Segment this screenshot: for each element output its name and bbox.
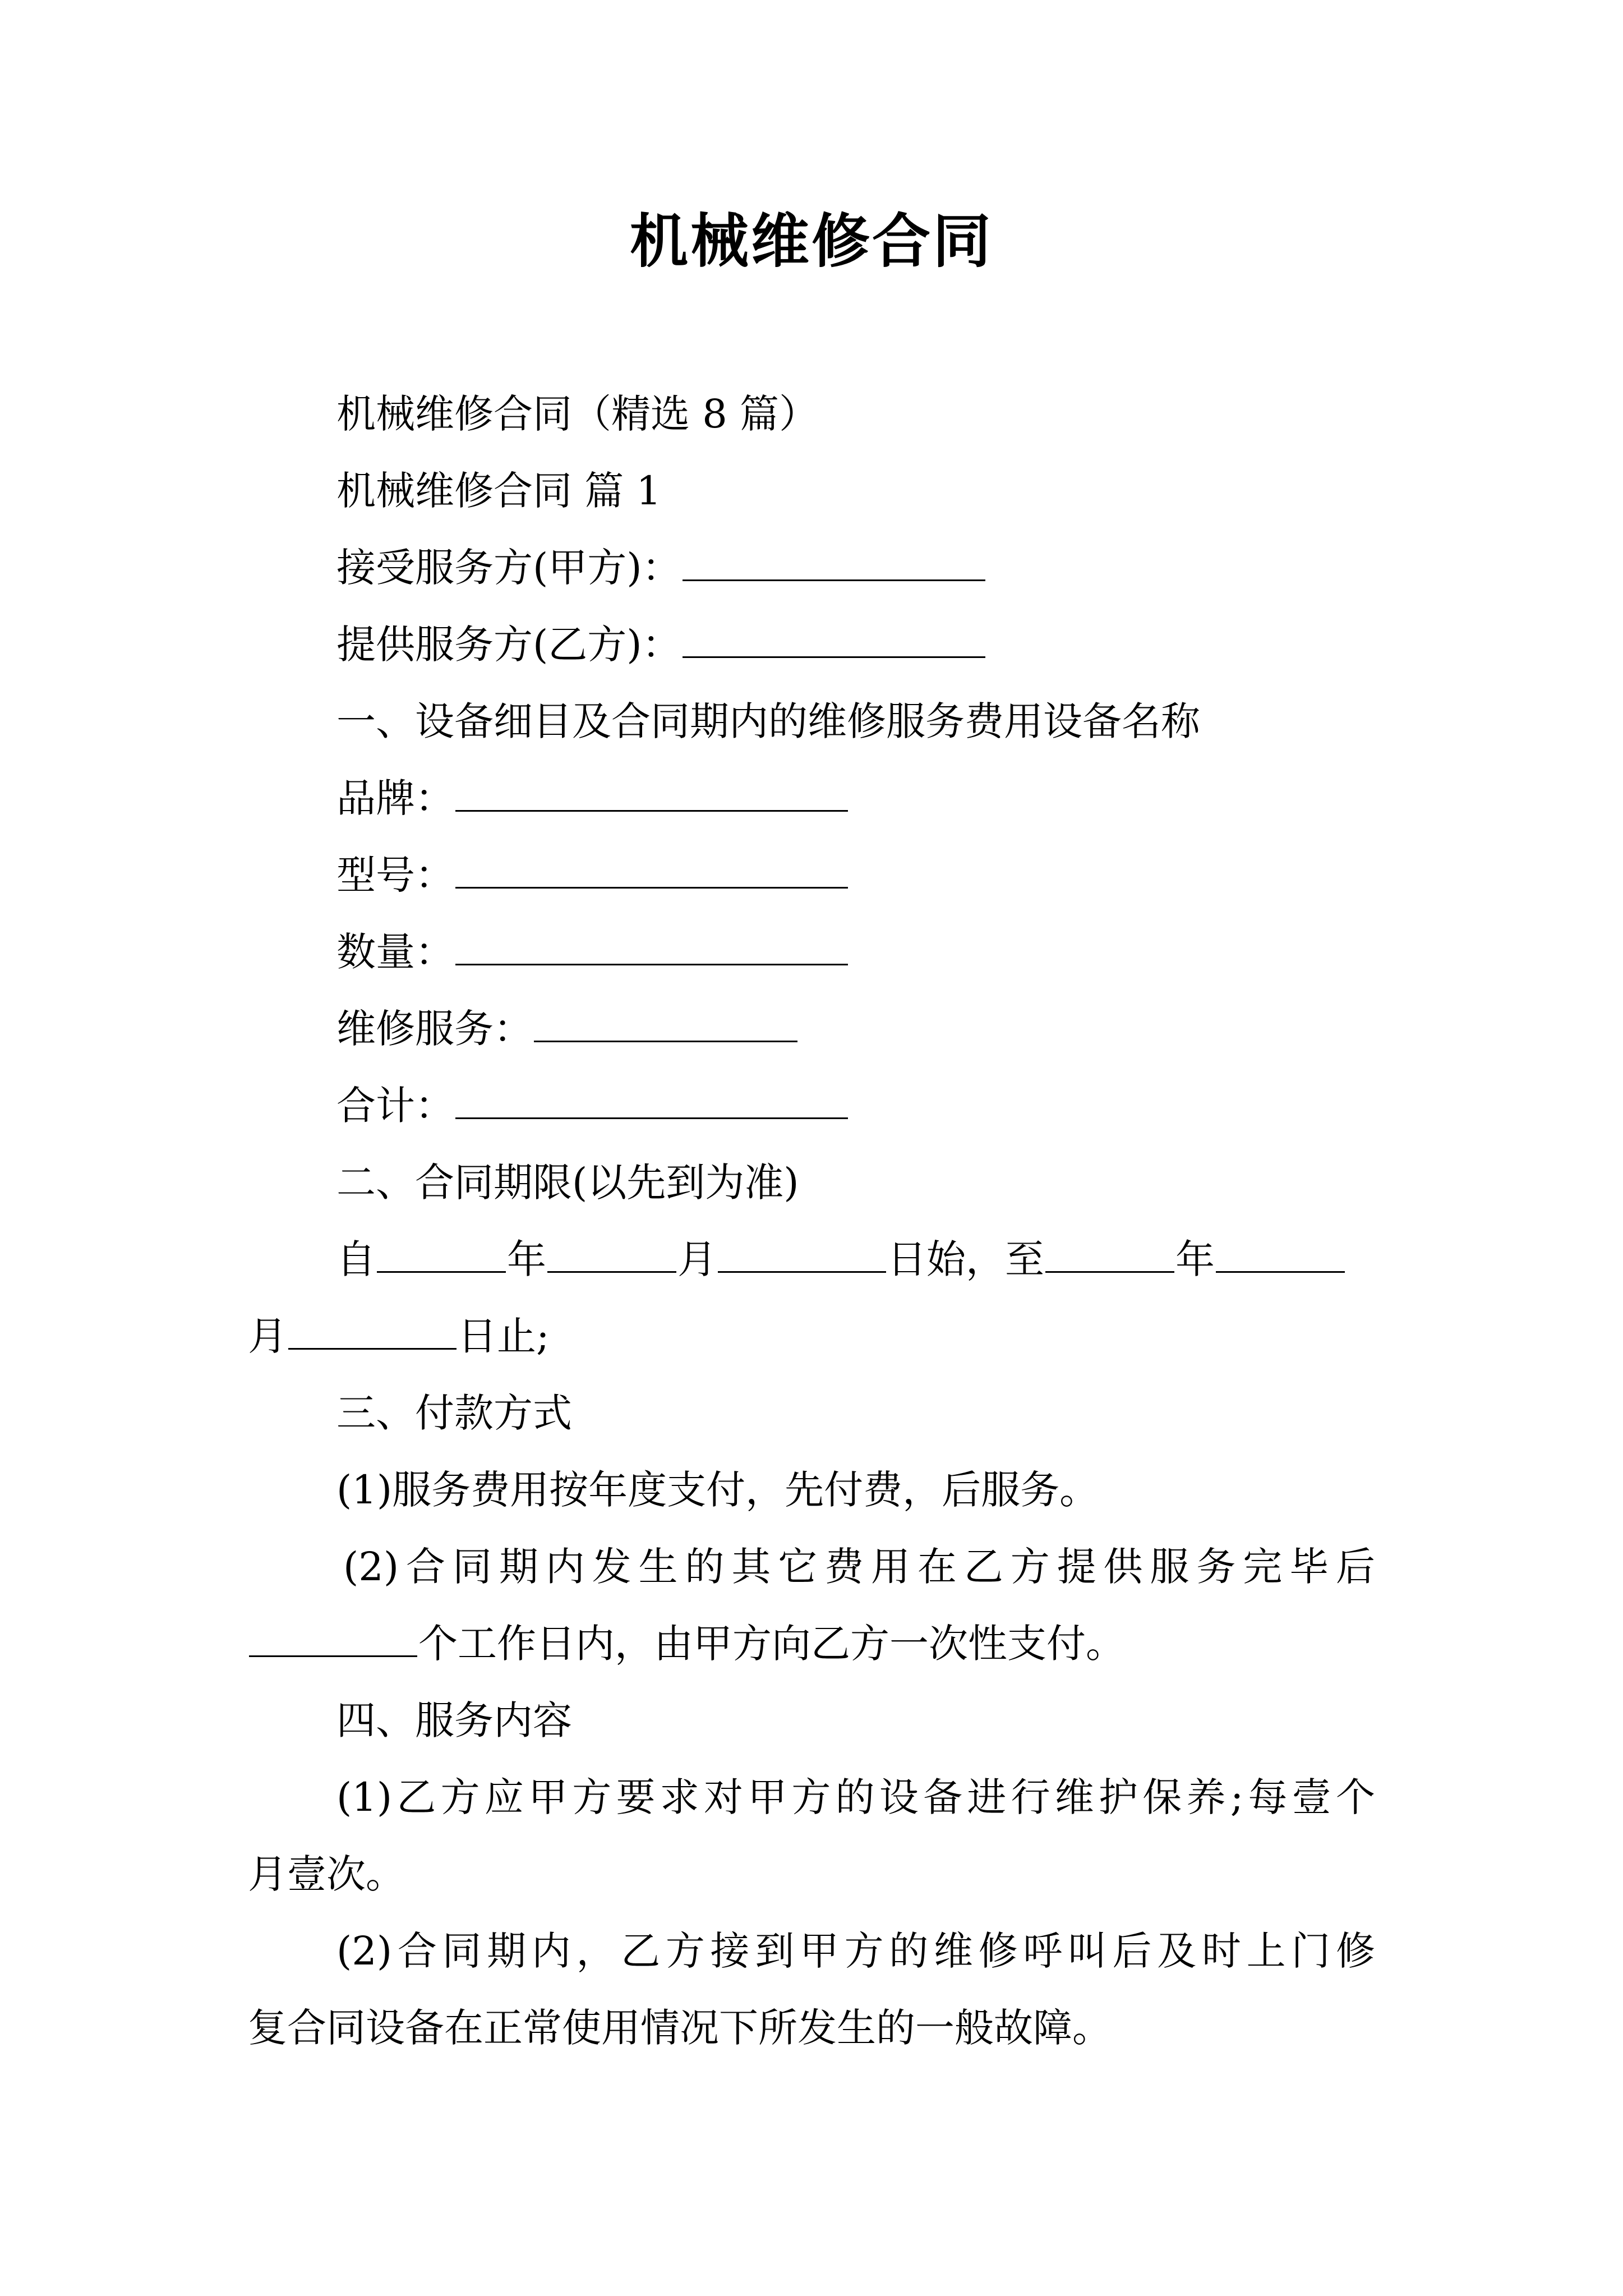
service-1-line2: 月壹次。 [248,1851,405,1897]
period-month2: 月 [248,1313,287,1359]
period-year2: 年 [1175,1236,1215,1282]
party-b-row [336,616,986,673]
document-title: 机械维修合同 [629,207,993,275]
end-day-blank[interactable] [288,1309,457,1350]
clause4-heading: 四、服务内容 [336,1697,572,1743]
total-blank[interactable] [455,1078,848,1119]
period-row-1 [336,1231,1346,1287]
period-from: 自 [336,1236,376,1282]
start-year-blank[interactable] [377,1232,506,1273]
end-year-blank[interactable] [1045,1232,1174,1273]
total-row [336,1078,849,1134]
brand-label: 品牌： [336,775,454,821]
clause3-heading: 三、付款方式 [336,1390,572,1436]
quantity-row [336,924,849,980]
period-year: 年 [507,1236,546,1282]
payment-2-line2-row [248,1616,1125,1672]
quantity-blank[interactable] [455,924,848,965]
period-row-2 [248,1308,550,1364]
quantity-label: 数量： [336,929,454,975]
subtitle: 机械维修合同（精选 8 篇） [336,391,819,437]
service-2-line1: (2)合同期内，乙方接到甲方的维修呼叫后及时上门修 [336,1928,1375,1974]
brand-row [336,770,849,826]
model-label: 型号： [336,852,454,898]
payment-2-line2: 个工作日内，由甲方向乙方一次性支付。 [418,1621,1125,1667]
period-day-end: 日止; [458,1313,550,1359]
clause2-heading: 二、合同期限(以先到为准) [336,1159,799,1205]
model-blank[interactable] [455,848,848,889]
model-row [336,847,849,903]
period-month: 月 [677,1236,717,1282]
clause1-heading: 一、设备细目及合同期内的维修服务费用设备名称 [336,698,1200,744]
period-day-start: 日始，至 [887,1236,1044,1282]
payment-2-line1: (2)合同期内发生的其它费用在乙方提供服务完毕后 [343,1544,1375,1590]
service-blank[interactable] [534,1001,797,1042]
service-1-line1: (1)乙方应甲方要求对甲方的设备进行维护保养;每壹个 [336,1774,1375,1820]
service-label: 维修服务： [336,1006,533,1052]
total-label: 合计： [336,1083,454,1129]
service-row [336,1001,799,1057]
payment-1: (1)服务费用按年度支付，先付费，后服务。 [336,1467,1099,1513]
party-a-row [336,540,986,596]
party-a-label: 接受服务方(甲方)： [336,545,681,591]
start-day-blank[interactable] [718,1232,886,1273]
party-b-label: 提供服务方(乙方)： [336,622,681,668]
start-month-blank[interactable] [547,1232,676,1273]
section-heading: 机械维修合同 篇 1 [336,468,662,514]
brand-blank[interactable] [455,771,848,812]
party-b-blank[interactable] [683,617,985,658]
party-a-blank[interactable] [683,540,985,581]
workdays-blank[interactable] [249,1616,417,1657]
service-2-line2: 复合同设备在正常使用情况下所发生的一般故障。 [248,2005,1112,2051]
end-month-prefix-blank[interactable] [1216,1232,1345,1273]
